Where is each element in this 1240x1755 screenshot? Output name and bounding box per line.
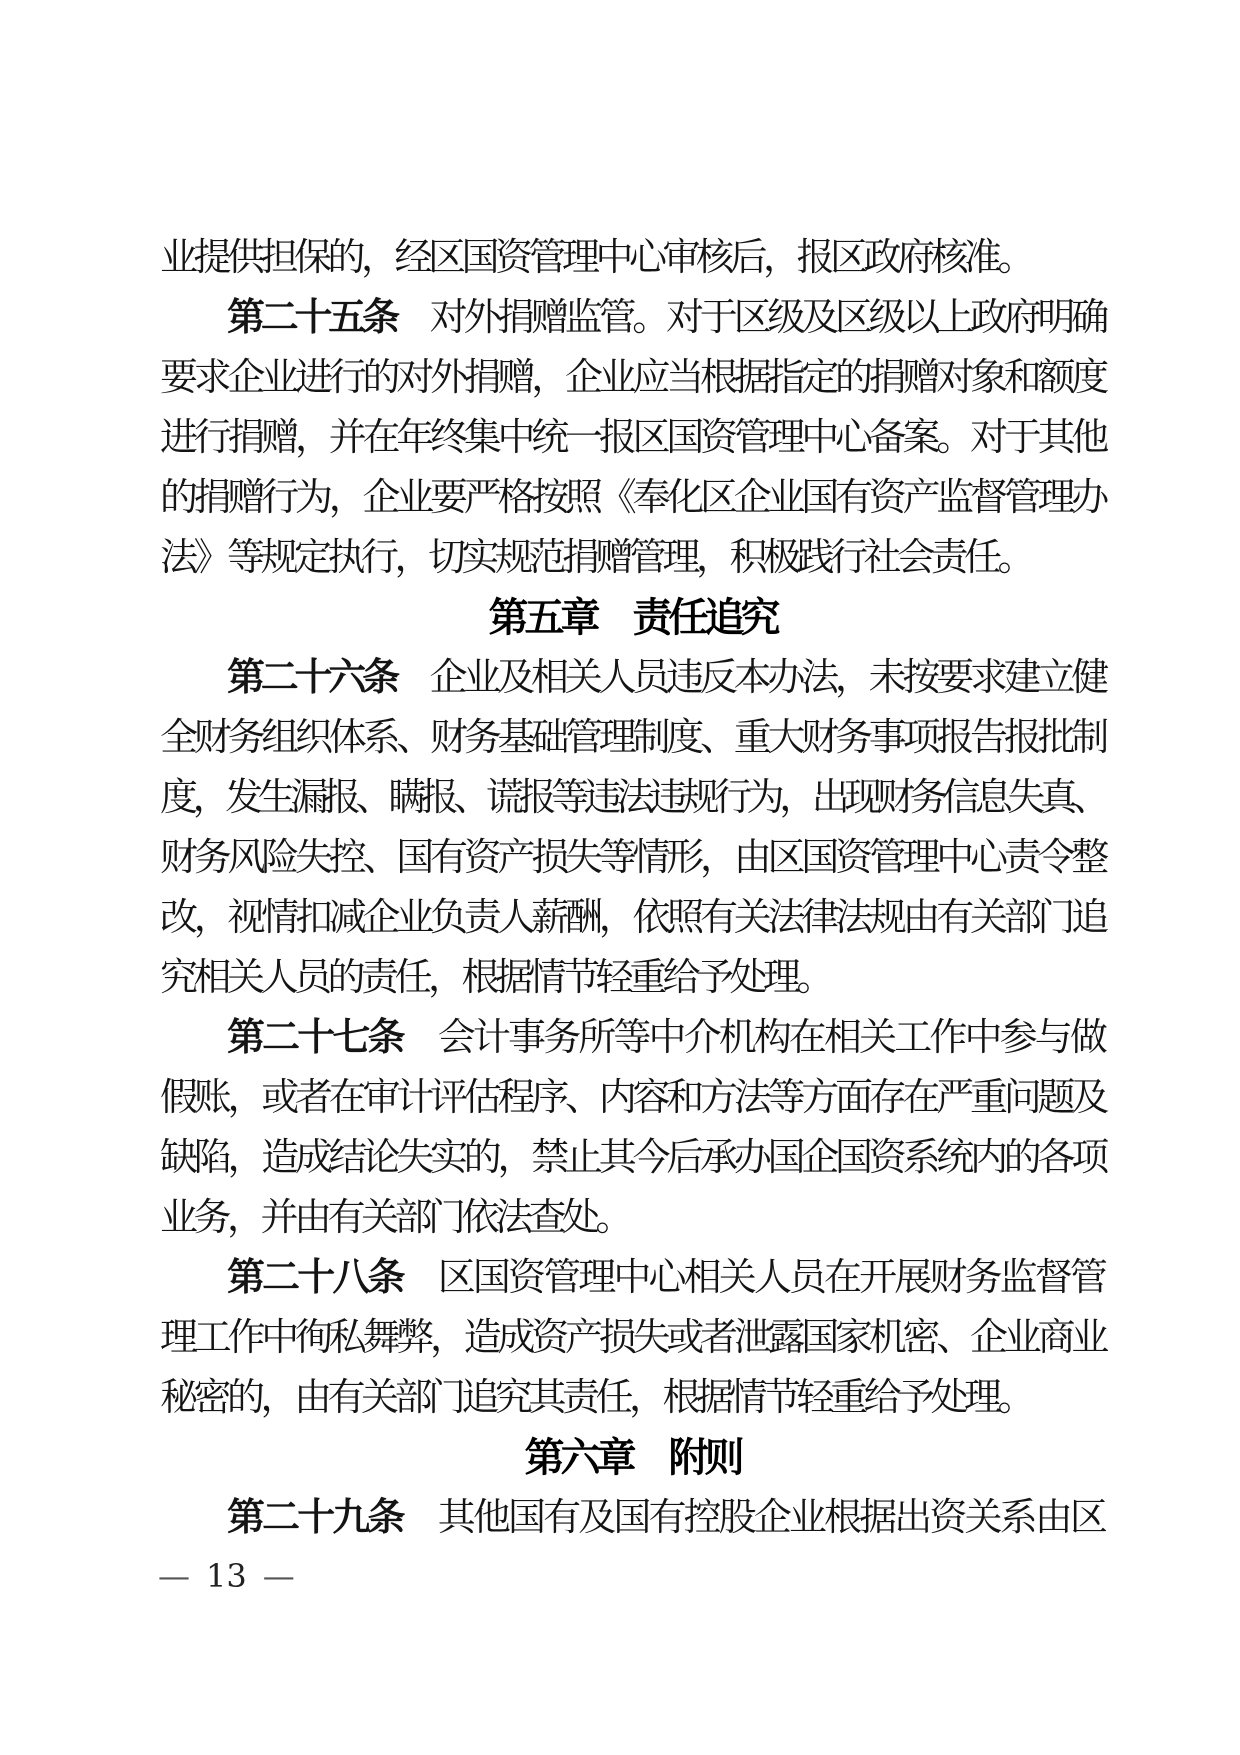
text-line (160, 228, 1105, 288)
chapter-number: 第六章 (524, 1436, 633, 1480)
article-number: 第二十九条 (227, 1497, 403, 1539)
chapter-heading (160, 1428, 1105, 1488)
text-line (160, 468, 1105, 528)
line-text: 理工作中徇私舞弊，造成资产损失或者泄露国家机密、企业商业 (160, 1317, 1106, 1359)
article-number: 第二十五条 (227, 297, 396, 339)
text-line (160, 648, 1105, 708)
text-line (160, 1248, 1105, 1308)
text-line (160, 1368, 1105, 1428)
line-text: 业务，并由有关部门依法查处。 (160, 1197, 630, 1239)
footer-dash-right: — (262, 1557, 295, 1595)
line-text: 进行捐赠，并在年终集中统一报区国资管理中心备案。对于其他 (160, 417, 1106, 459)
line-text: 对外捐赠监管。对于区级及区级以上政府明确 (429, 297, 1106, 339)
page-number: 13 (206, 1557, 247, 1595)
footer-dash-left: — (158, 1557, 190, 1595)
article-number: 第二十六条 (227, 657, 396, 699)
text-line (160, 288, 1105, 348)
line-text: 责任追究 (632, 596, 777, 640)
text-line (160, 408, 1105, 468)
line-text: 假账，或者在审计评估程序、内容和方法等方面存在严重问题及 (160, 1077, 1106, 1119)
line-text: 其他国有及国有控股企业根据出资关系由区 (437, 1497, 1106, 1539)
text-line (160, 708, 1105, 768)
line-text: 区国资管理中心相关人员在开展财务监督管 (437, 1257, 1106, 1299)
line-text: 度，发生漏报、瞒报、谎报等违法违规行为，出现财务信息失真、 (160, 777, 1106, 819)
text-line (160, 888, 1105, 948)
text-line (160, 348, 1105, 408)
line-text: 会计事务所等中介机构在相关工作中参与做 (437, 1017, 1106, 1059)
text-line (160, 528, 1105, 588)
text-line (160, 1068, 1105, 1128)
text-line (160, 768, 1105, 828)
chapter-heading (160, 588, 1105, 648)
line-text: 企业及相关人员违反本办法，未按要求建立健 (429, 657, 1106, 699)
article-number: 第二十八条 (227, 1257, 403, 1299)
line-text: 业提供担保的，经区国资管理中心审核后，报区政府核准。 (160, 237, 1032, 279)
page-footer (158, 1558, 295, 1594)
text-line (160, 1128, 1105, 1188)
line-text: 秘密的，由有关部门追究其责任，根据情节轻重给予处理。 (160, 1377, 1032, 1419)
text-line (160, 828, 1105, 888)
line-text: 附则 (668, 1436, 741, 1480)
line-text: 全财务组织体系、财务基础管理制度、重大财务事项报告报批制 (160, 717, 1106, 759)
line-text: 缺陷，造成结论失实的，禁止其今后承办国企国资系统内的各项 (160, 1137, 1106, 1179)
document-body (160, 228, 1105, 1548)
line-text: 究相关人员的责任，根据情节轻重给予处理。 (160, 957, 831, 999)
line-text: 要求企业进行的对外捐赠，企业应当根据指定的捐赠对象和额度 (160, 357, 1106, 399)
line-text: 的捐赠行为，企业要严格按照《奉化区企业国有资产监督管理办 (160, 477, 1106, 519)
article-number: 第二十七条 (227, 1017, 403, 1059)
text-line (160, 1308, 1105, 1368)
text-line (160, 1188, 1105, 1248)
line-text: 改，视情扣减企业负责人薪酬，依照有关法律法规由有关部门追 (160, 897, 1106, 939)
chapter-number: 第五章 (488, 596, 597, 640)
line-text: 法》等规定执行，切实规范捐赠管理，积极践行社会责任。 (160, 537, 1032, 579)
text-line (160, 948, 1105, 1008)
text-line (160, 1488, 1105, 1548)
text-line (160, 1008, 1105, 1068)
line-text: 财务风险失控、国有资产损失等情形，由区国资管理中心责令整 (160, 837, 1106, 879)
document-page (160, 228, 1105, 1548)
